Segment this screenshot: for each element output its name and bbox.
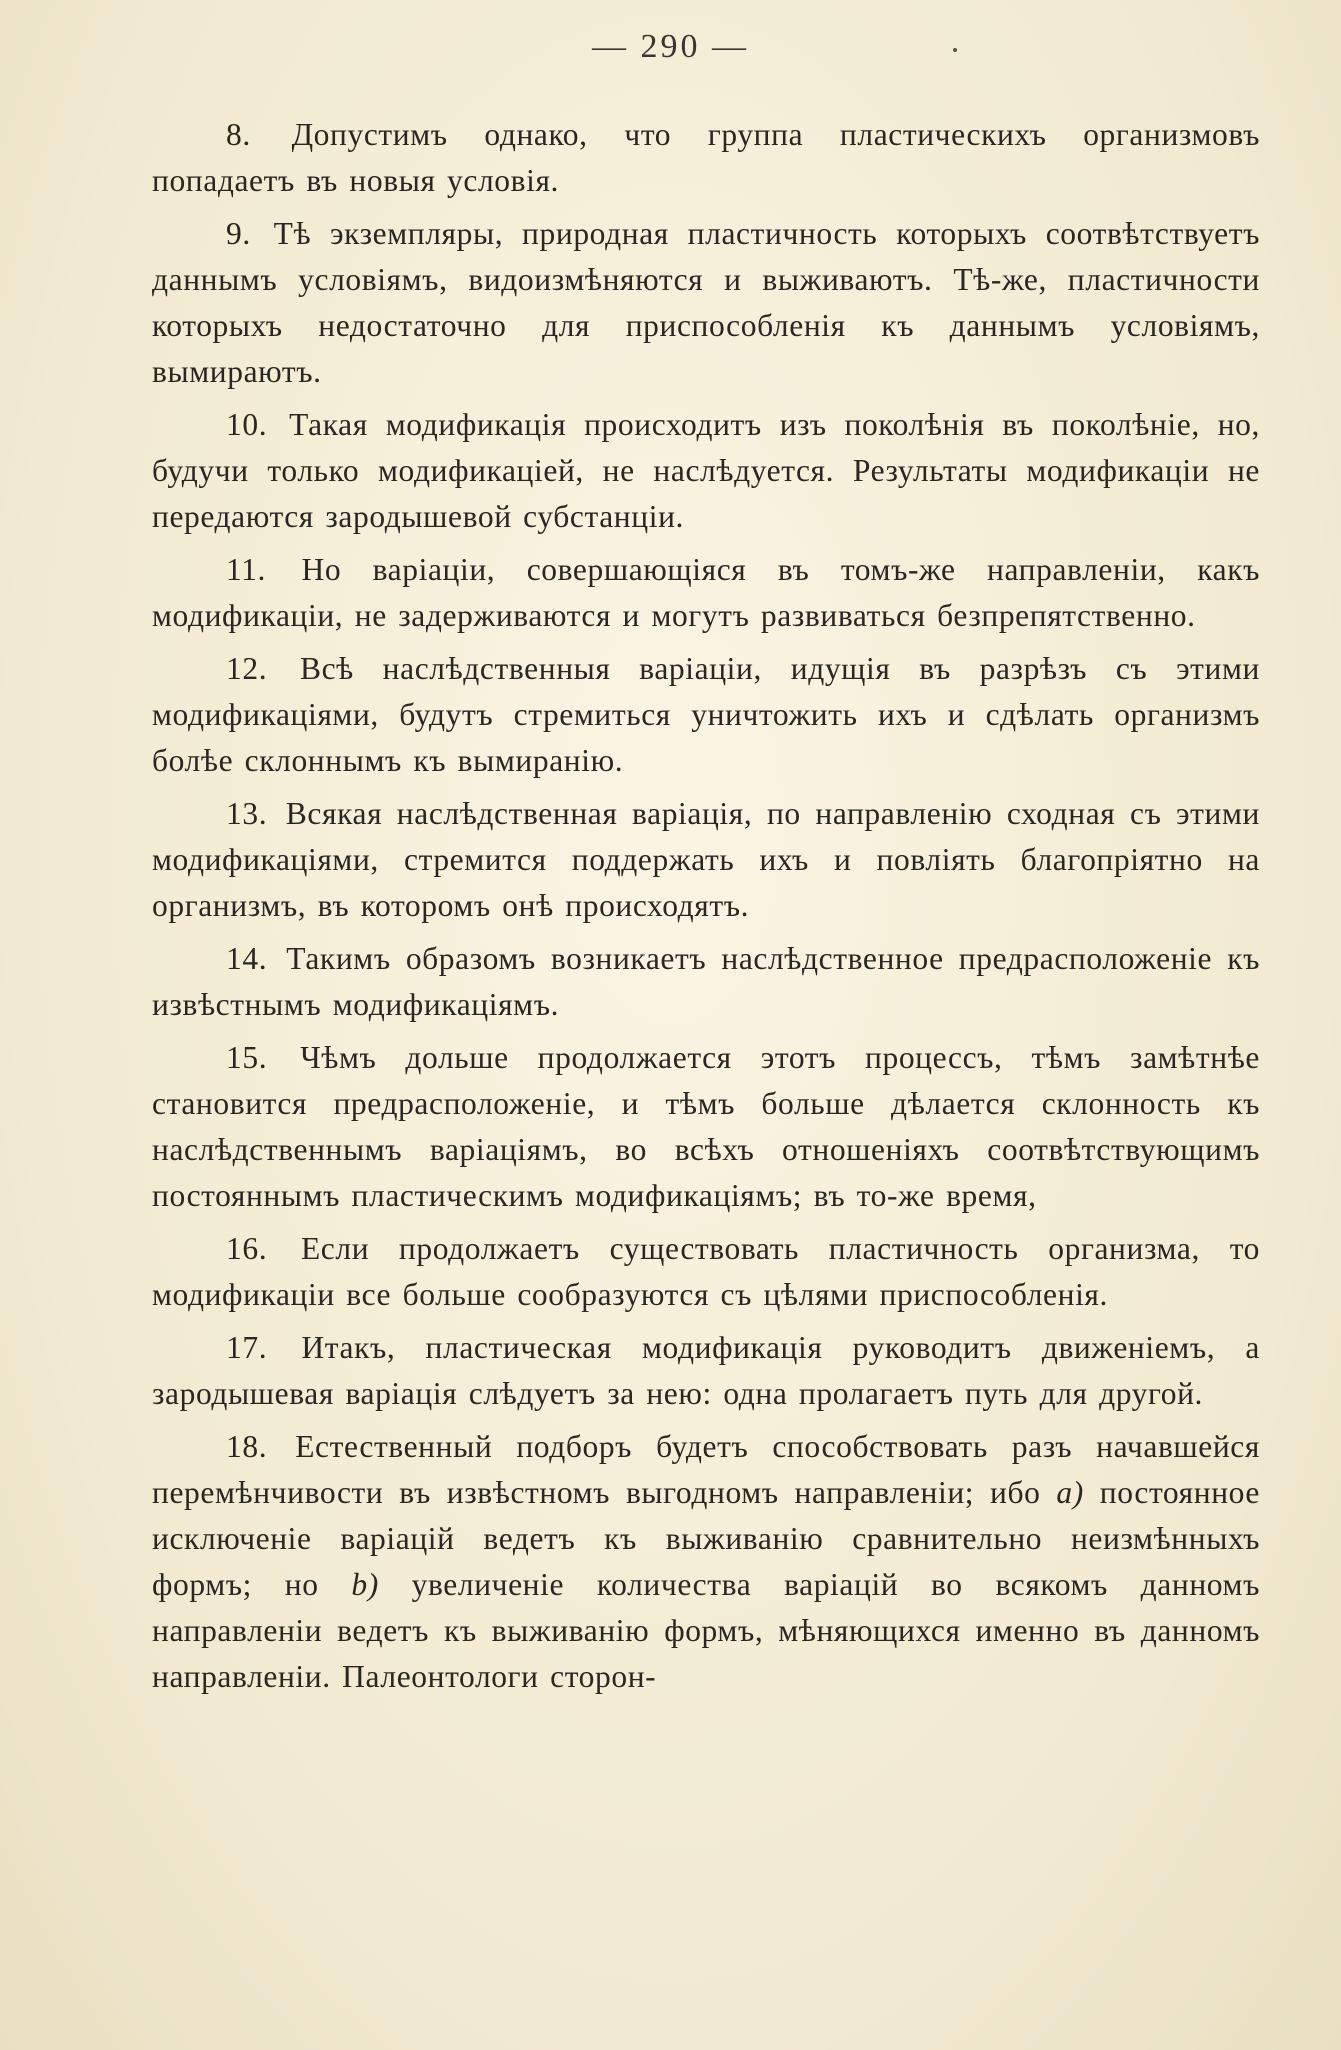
list-marker-b: b) xyxy=(351,1567,379,1602)
paragraph-number: 17. xyxy=(226,1330,268,1365)
paragraph-number: 13. xyxy=(226,796,268,831)
paragraph-text: Всѣ наслѣдственныя варіаціи, идущія въ разрѣзъ съ этими модификаціями, будутъ стремиться уничтожить ихъ и сдѣлать организмъ болѣе склоннымъ къ вымиранію. xyxy=(152,651,1261,778)
paragraph-text: Такимъ образомъ возникаетъ наслѣдственное предрасположеніе къ извѣстнымъ модификаціямъ. xyxy=(152,941,1260,1022)
paragraph-text: Допустимъ однако, что группа пластическихъ организмовъ попадаетъ въ новыя условія. xyxy=(152,117,1260,198)
paragraph-15 xyxy=(152,1035,1260,1219)
paragraph-12 xyxy=(152,646,1260,784)
paragraph-text: Всякая наслѣдственная варіація, по направленію сходная съ этими модификаціями, стремится поддержать ихъ и повліять благопріятно на организмъ, въ которомъ онѣ происходятъ. xyxy=(152,796,1260,923)
paragraph-13 xyxy=(152,791,1260,929)
paragraph-text-part-1: Естественный подборъ будетъ способствовать разъ начавшейся перемѣнчивости въ извѣстномъ выгодномъ направленіи; ибо xyxy=(152,1429,1260,1510)
paragraph-text: Чѣмъ дольше продолжается этотъ процессъ, тѣмъ замѣтнѣе становится предрасположеніе, и тѣмъ больше дѣлается склонность къ наслѣдственнымъ варіаціямъ, во всѣхъ отношеніяхъ соотвѣтствующимъ постояннымъ пластическимъ модификаціямъ; въ то-же время, xyxy=(152,1040,1260,1213)
paragraph-10 xyxy=(152,402,1260,540)
paragraph-9 xyxy=(152,211,1260,395)
paragraph-text-part-2: постоянное исключеніе варіацій ведетъ къ выживанію сравнительно неизмѣнныхъ формъ; но xyxy=(152,1475,1260,1602)
paragraph-text: Такая модификація происходитъ изъ поколѣнія въ поколѣніе, но, будучи только модификаціей, не наслѣдуется. Результаты модификаціи не передаются зародышевой субстанціи. xyxy=(152,407,1260,534)
paragraph-number: 15. xyxy=(226,1040,268,1075)
page-body xyxy=(152,112,1260,1707)
page-number: — 290 — xyxy=(592,28,749,65)
paragraph-11 xyxy=(152,547,1260,639)
paragraph-number: 10. xyxy=(226,407,268,442)
list-marker-a: a) xyxy=(1056,1475,1084,1510)
paragraph-number: 14. xyxy=(226,941,268,976)
paragraph-8 xyxy=(152,112,1260,204)
paragraph-number: 9. xyxy=(226,216,251,251)
paragraph-16 xyxy=(152,1226,1260,1318)
paragraph-17 xyxy=(152,1325,1260,1417)
paragraph-text: Но варіаціи, совершающіяся въ томъ-же направленіи, какъ модификаціи, не задерживаются и могутъ развиваться безпрепятственно. xyxy=(152,552,1260,633)
paragraph-number: 8. xyxy=(226,117,251,152)
ink-speck xyxy=(953,48,957,52)
paragraph-18 xyxy=(152,1424,1260,1700)
paragraph-text: Итакъ, пластическая модификація руководитъ движеніемъ, а зародышевая варіація слѣдуетъ за нею: одна пролагаетъ путь для другой. xyxy=(152,1330,1260,1411)
paragraph-number: 11. xyxy=(226,552,267,587)
paragraph-number: 12. xyxy=(226,651,268,686)
paragraph-number: 18. xyxy=(226,1429,268,1464)
paragraph-text: Если продолжаетъ существовать пластичность организма, то модификаціи все больше сообразуются съ цѣлями приспособленія. xyxy=(152,1231,1260,1312)
paragraph-14 xyxy=(152,936,1260,1028)
paragraph-text: Тѣ экземпляры, природная пластичность которыхъ соотвѣтствуетъ даннымъ условіямъ, видоизмѣняются и выживаютъ. Тѣ-же, пластичности которыхъ недостаточно для приспособленія къ даннымъ условіямъ, вымираютъ. xyxy=(152,216,1260,389)
paragraph-number: 16. xyxy=(226,1231,268,1266)
paragraph-text-part-3: увеличеніе количества варіацій во всякомъ данномъ направленіи ведетъ къ выживанію формъ, мѣняющихся именно въ данномъ направленіи. Палеонтологи сторон- xyxy=(152,1567,1260,1694)
